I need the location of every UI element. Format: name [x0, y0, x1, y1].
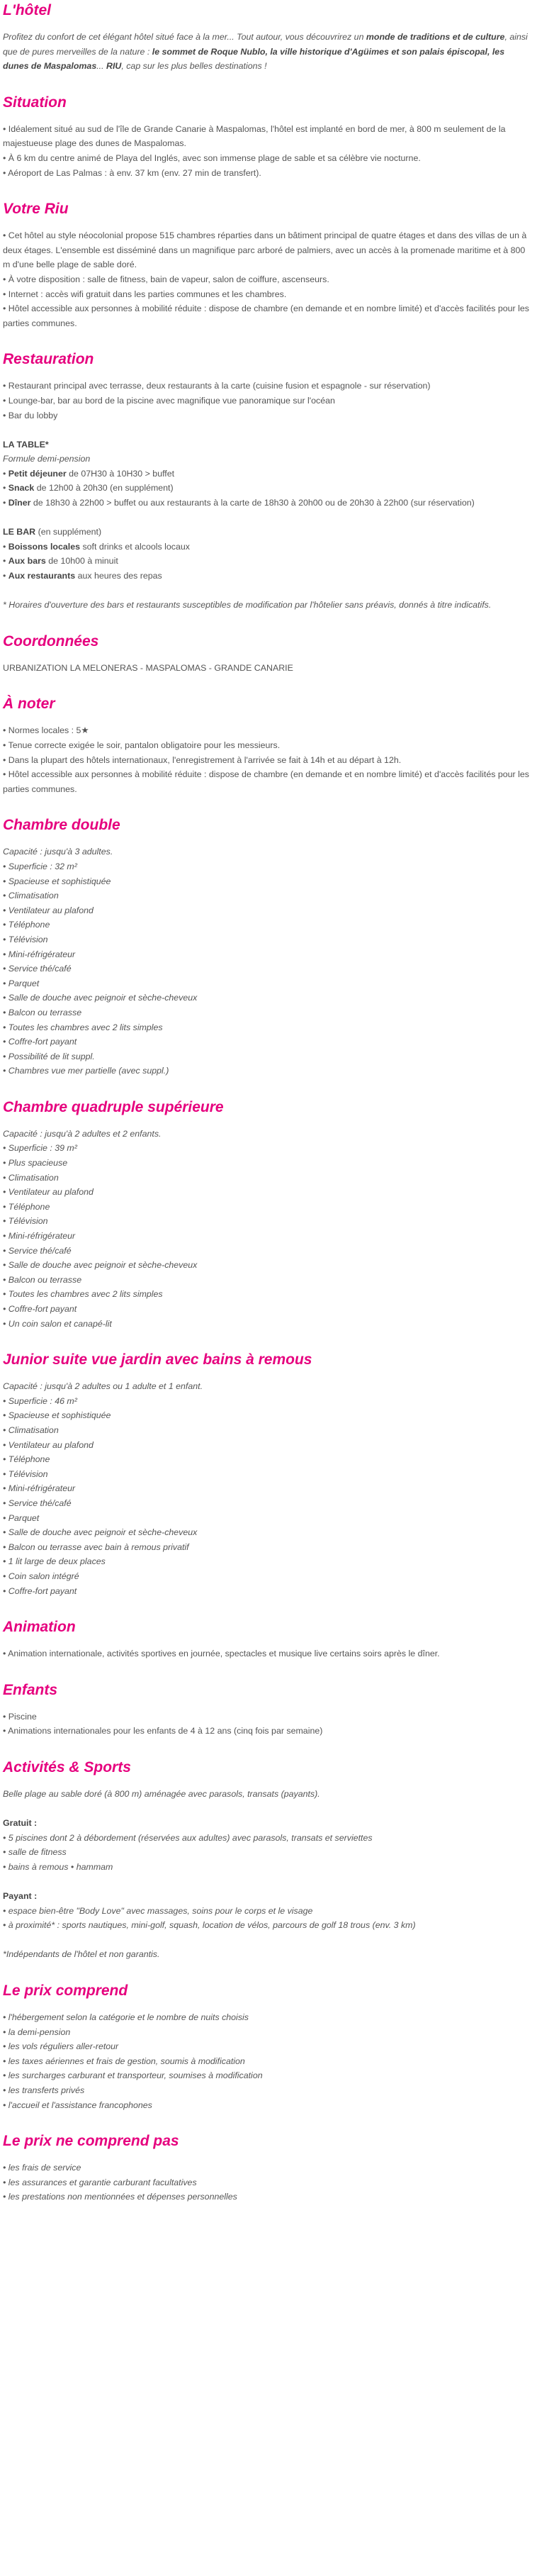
list-item: • Idéalement situé au sud de l'île de Grande Canarie à Maspalomas, l'hôtel est implanté en bord de mer, à 800 m seulement de la majestueuse plage des dunes de Maspalomas.: [3, 122, 531, 151]
list-item: • salle de fitness: [3, 1845, 531, 1860]
list-item: • espace bien-être "Body Love" avec massages, soins pour le corps et le visage: [3, 1904, 531, 1919]
list-item: • Balcon ou terrasse: [3, 1273, 531, 1288]
list-item: • À votre disposition : salle de fitness, bain de vapeur, salon de coiffure, ascenseurs.: [3, 272, 531, 287]
list-item: • Chambres vue mer partielle (avec suppl.): [3, 1064, 531, 1078]
list-item: • Bar du lobby: [3, 408, 531, 423]
list-item: • Salle de douche avec peignoir et sèche-cheveux: [3, 1258, 531, 1273]
list-item: • Balcon ou terrasse avec bain à remous privatif: [3, 1540, 531, 1555]
hotel-description-page: [3, 1, 531, 2576]
list-item: • Tenue correcte exigée le soir, pantalon obligatoire pour les messieurs.: [3, 738, 531, 753]
list-item: • les vols réguliers aller-retour: [3, 2039, 531, 2054]
list-item: • Salle de douche avec peignoir et sèche-cheveux: [3, 1525, 531, 1540]
la-table-list: [3, 467, 531, 511]
section-title-prix-comprend: Le prix comprend: [3, 1983, 128, 1999]
address: URBANIZATION LA MELONERAS - MASPALOMAS - GRANDE CANARIE: [3, 662, 293, 673]
list-item: • Mini-réfrigérateur: [3, 947, 531, 962]
list-item: • Normes locales : 5★: [3, 723, 531, 738]
list-item: • les frais de service: [3, 2160, 531, 2175]
list-item: • Piscine: [3, 1710, 531, 1724]
list-item: • les assurances et garantie carburant facultatives: [3, 2175, 531, 2190]
list-item: • Dîner de 18h30 à 22h00 > buffet ou aux restaurants à la carte de 18h30 à 20h00 ou de 20h30 à 22h00 (sur réservation): [3, 496, 531, 511]
list-item: • Ventilateur au plafond: [3, 903, 531, 918]
section-title-votre-riu: Votre Riu: [3, 201, 69, 218]
list-item: • Lounge-bar, bar au bord de la piscine avec magnifique vue panoramique sur l'océan: [3, 394, 531, 408]
list-item: • Superficie : 32 m²: [3, 859, 531, 874]
section-title-enfants: Enfants: [3, 1681, 58, 1698]
list-item: • Salle de douche avec peignoir et sèche-cheveux: [3, 991, 531, 1005]
animation-list: [3, 1646, 531, 1661]
list-item: • Téléphone: [3, 1200, 531, 1215]
list-item: • Coin salon intégré: [3, 1569, 531, 1584]
list-item: • Aux restaurants aux heures des repas: [3, 569, 531, 584]
list-item: • Service thé/café: [3, 1244, 531, 1259]
list-item: • Toutes les chambres avec 2 lits simples: [3, 1020, 531, 1035]
list-item: • Climatisation: [3, 1423, 531, 1438]
list-item: • Petit déjeuner de 07H30 à 10H30 > buffet: [3, 467, 531, 481]
list-item: • Aux bars de 10h00 à minuit: [3, 554, 531, 569]
list-item: • 1 lit large de deux places: [3, 1554, 531, 1569]
situation-list: [3, 122, 531, 180]
room-capacity: Capacité : jusqu'à 2 adultes et 2 enfants.: [3, 1128, 162, 1139]
section-title-chambre-quadruple: Chambre quadruple supérieure: [3, 1098, 224, 1115]
list-item: • la demi-pension: [3, 2025, 531, 2040]
list-item: • l'accueil et l'assistance francophones: [3, 2098, 531, 2113]
gratuit-list: [3, 1831, 531, 1875]
section-title-a-noter: À noter: [3, 696, 55, 713]
list-item: • Superficie : 46 m²: [3, 1394, 531, 1409]
list-item: • les prestations non mentionnées et dépenses personnelles: [3, 2190, 531, 2204]
list-item: • Toutes les chambres avec 2 lits simples: [3, 1287, 531, 1302]
list-item: • Coffre-fort payant: [3, 1302, 531, 1317]
list-item: • Dans la plupart des hôtels internationaux, l'enregistrement à l'arrivée se fait à 14h et au départ à 12h.: [3, 753, 531, 768]
section-title-prix-ne-comprend: Le prix ne comprend pas: [3, 2133, 179, 2150]
room-capacity: Capacité : jusqu'à 2 adultes ou 1 adulte et 1 enfant.: [3, 1381, 203, 1392]
list-item: • Mini-réfrigérateur: [3, 1481, 531, 1496]
gratuit-title: Gratuit :: [3, 1818, 38, 1829]
section-title-chambre-double: Chambre double: [3, 817, 120, 834]
list-item: • Snack de 12h00 à 20h30 (en supplément): [3, 481, 531, 496]
list-item: • Boissons locales soft drinks et alcools locaux: [3, 540, 531, 554]
list-item: • Animation internationale, activités sportives en journée, spectacles et musique live certains soirs après le dîner.: [3, 1646, 531, 1661]
section-title-situation: Situation: [3, 94, 67, 111]
activites-note: *Indépendants de l'hôtel et non garantis.: [3, 1949, 160, 1960]
list-item: • Cet hôtel au style néocolonial propose 515 chambres réparties dans un bâtiment principal de quatre étages et dans des villas de un à deux étages. L'ensemble est disséminé dans un magnifique parc arboré de palmiers, avec un accès à la promenade maritime et à 800 m d'une belle plage de sable doré.: [3, 228, 531, 272]
le-bar-title: LE BAR (en supplément): [3, 527, 102, 537]
section-title-hotel: L'hôtel: [3, 2, 51, 18]
prix-ne-comprend-list: [3, 2160, 531, 2204]
list-item: • Parquet: [3, 976, 531, 991]
section-title-junior-suite: Junior suite vue jardin avec bains à remous: [3, 1351, 312, 1368]
list-item: • Service thé/café: [3, 1496, 531, 1511]
section-title-activites: Activités & Sports: [3, 1758, 131, 1775]
list-item: • Téléphone: [3, 918, 531, 932]
section-title-restauration: Restauration: [3, 351, 94, 368]
list-item: • Restaurant principal avec terrasse, deux restaurants à la carte (cuisine fusion et espagnole - sur réservation): [3, 379, 531, 394]
list-item: • à proximité* : sports nautiques, mini-golf, squash, location de vélos, parcours de golf 18 trous (env. 3 km): [3, 1918, 531, 1933]
list-item: • Télévision: [3, 1467, 531, 1482]
restauration-list: [3, 379, 531, 423]
list-item: • les surcharges carburant et transporteur, soumises à modification: [3, 2068, 531, 2083]
list-item: • Animations internationales pour les enfants de 4 à 12 ans (cinq fois par semaine): [3, 1724, 531, 1739]
list-item: • bains à remous • hammam: [3, 1860, 531, 1875]
list-item: • Parquet: [3, 1511, 531, 1526]
votre-riu-list: [3, 228, 531, 330]
a-noter-list: [3, 723, 531, 796]
list-item: • Balcon ou terrasse: [3, 1005, 531, 1020]
list-item: • Possibilité de lit suppl.: [3, 1049, 531, 1064]
list-item: • Spacieuse et sophistiquée: [3, 1408, 531, 1423]
la-table-title: LA TABLE*: [3, 439, 49, 450]
list-item: • À 6 km du centre animé de Playa del Inglés, avec son immense plage de sable et sa célèbre vie nocturne.: [3, 151, 531, 166]
list-item: • les taxes aériennes et frais de gestion, soumis à modification: [3, 2054, 531, 2069]
prix-comprend-list: [3, 2010, 531, 2112]
list-item: • Télévision: [3, 1214, 531, 1229]
chambre-double-list: [3, 859, 531, 1078]
payant-title: Payant :: [3, 1891, 38, 1902]
list-item: • Hôtel accessible aux personnes à mobilité réduite : dispose de chambre (en demande et en nombre limité) et d'accès facilités pour les parties communes.: [3, 767, 531, 796]
list-item: • Plus spacieuse: [3, 1156, 531, 1171]
list-item: • l'hébergement selon la catégorie et le nombre de nuits choisis: [3, 2010, 531, 2025]
list-item: • Coffre-fort payant: [3, 1035, 531, 1049]
list-item: • Superficie : 39 m²: [3, 1141, 531, 1156]
restauration-note: * Horaires d'ouverture des bars et restaurants susceptibles de modification par l'hôtelier sans préavis, donnés à titre indicatifs.: [3, 600, 492, 610]
list-item: • Aéroport de Las Palmas : à env. 37 km (env. 27 min de transfert).: [3, 166, 531, 181]
list-item: • Télévision: [3, 932, 531, 947]
list-item: • Coffre-fort payant: [3, 1584, 531, 1599]
junior-suite-list: [3, 1394, 531, 1598]
list-item: • Mini-réfrigérateur: [3, 1229, 531, 1244]
le-bar-list: [3, 540, 531, 584]
enfants-list: [3, 1710, 531, 1739]
list-item: • Climatisation: [3, 888, 531, 903]
list-item: • Ventilateur au plafond: [3, 1438, 531, 1453]
list-item: • 5 piscines dont 2 à débordement (réservées aux adultes) avec parasols, transats et serviettes: [3, 1831, 531, 1846]
list-item: • Climatisation: [3, 1171, 531, 1186]
list-item: • Spacieuse et sophistiquée: [3, 874, 531, 889]
chambre-quadruple-list: [3, 1141, 531, 1331]
list-item: • Hôtel accessible aux personnes à mobilité réduite : dispose de chambre (en demande et en nombre limité) et d'accès facilités pour les parties communes.: [3, 301, 531, 330]
list-item: • Ventilateur au plafond: [3, 1185, 531, 1200]
payant-list: [3, 1904, 531, 1933]
la-table-formula: Formule demi-pension: [3, 454, 91, 464]
section-title-animation: Animation: [3, 1619, 76, 1636]
room-capacity: Capacité : jusqu'à 3 adultes.: [3, 847, 113, 857]
hotel-intro: Profitez du confort de cet élégant hôtel situé face à la mer... Tout autour, vous découvrirez un monde de traditions et de culture, ainsi que de pures merveilles de la nature : le sommet de Roque Nublo, la ville historique d'Agüimes et son palais épiscopal, les dunes de Maspalomas... RIU, cap sur les plus belles destinations !: [3, 32, 528, 72]
list-item: • Un coin salon et canapé-lit: [3, 1317, 531, 1332]
list-item: • Internet : accès wifi gratuit dans les parties communes et les chambres.: [3, 287, 531, 302]
activites-intro: Belle plage au sable doré (à 800 m) aménagée avec parasols, transats (payants).: [3, 1788, 320, 1799]
list-item: • Téléphone: [3, 1452, 531, 1467]
list-item: • les transferts privés: [3, 2083, 531, 2098]
section-title-coordonnees: Coordonnées: [3, 632, 99, 649]
list-item: • Service thé/café: [3, 961, 531, 976]
